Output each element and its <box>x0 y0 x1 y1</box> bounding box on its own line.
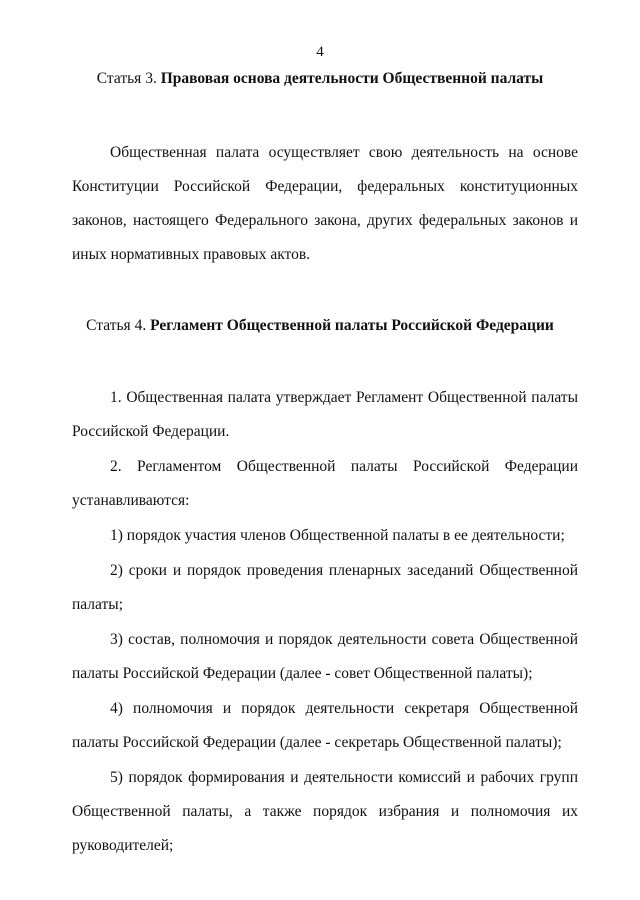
page-number: 4 <box>316 44 324 60</box>
article-3-paragraph: Общественная палата осуществляет свою деятельность на основе Конституции Российской Федерации, федеральных конституционных законов, настоящего Федерального закона, других федеральных законов и иных нормативных правовых актов. <box>72 144 578 263</box>
article-4-number: Статья 4. <box>86 317 147 334</box>
article-4-item-3: 3) состав, полномочия и порядок деятельности совета Общественной палаты Российской Федерации (далее - совет Общественной палаты); <box>72 631 578 682</box>
article-4-item-5: 5) порядок формирования и деятельности комиссий и рабочих групп Общественной палаты, а также порядок избрания и полномочия их руководителей; <box>72 769 578 854</box>
article-4-paragraph-2: 2. Регламентом Общественной палаты Российской Федерации устанавливаются: <box>72 458 578 509</box>
article-4-title: Регламент Общественной палаты Российской Федерации <box>150 317 554 334</box>
article-4-item-1: 1) порядок участия членов Общественной палаты в ее деятельности; <box>110 527 565 544</box>
article-3-heading <box>0 70 640 88</box>
article-4-heading <box>0 317 640 335</box>
article-3-number: Статья 3. <box>96 70 157 87</box>
article-4-item-4: 4) полномочия и порядок деятельности секретаря Общественной палаты Российской Федерации (далее - секретарь Общественной палаты); <box>72 700 578 751</box>
article-4-paragraph-1: 1. Общественная палата утверждает Регламент Общественной палаты Российской Федерации. <box>72 389 578 440</box>
article-3-title: Правовая основа деятельности Общественной палаты <box>160 70 544 87</box>
article-4-item-2: 2) сроки и порядок проведения пленарных заседаний Общественной палаты; <box>72 562 578 613</box>
